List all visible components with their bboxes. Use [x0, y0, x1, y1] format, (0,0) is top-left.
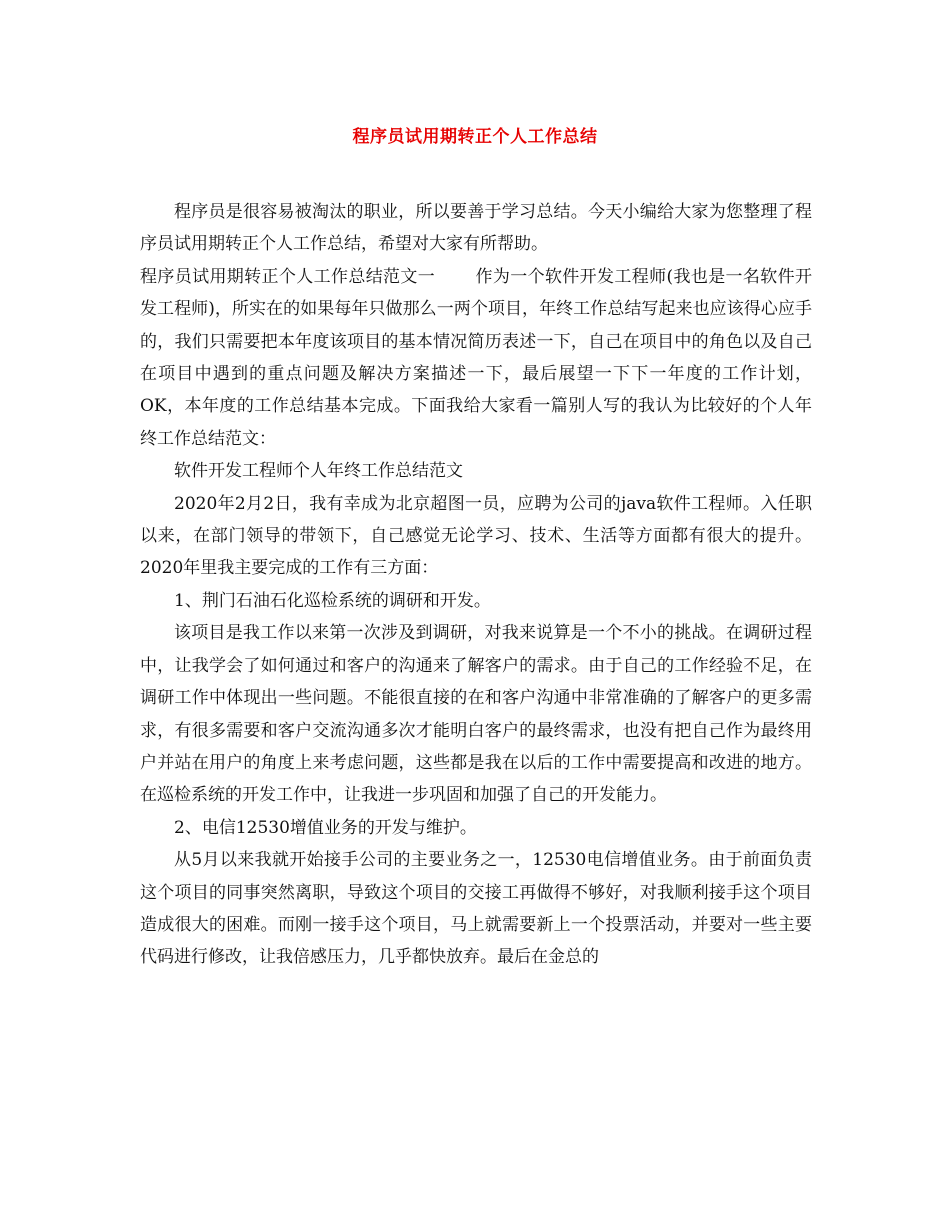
document-body [140, 196, 812, 974]
section-first-paragraph [140, 261, 812, 455]
body-paragraph: 2020年2月2日，我有幸成为北京超图一员，应聘为公司的java软件工程师。入任职以来，在部门领导的带领下，自己感觉无论学习、技术、生活等方面都有很大的提升。 2020年里我主要完成的工作有三方面： [140, 493, 812, 579]
document-title: 程序员试用期转正个人工作总结 [352, 127, 598, 147]
section-heading: 程序员试用期转正个人工作总结范文一 [140, 266, 436, 287]
body-paragraph: 从5月以来我就开始接手公司的主要业务之一，12530电信增值业务。由于前面负责这个项目的同事突然离职，导致这个项目的交接工再做得不够好，对我顺利接手这个项目造成很大的困难。而刚一接手这个项目，马上就需要新上一个投票活动，并要对一些主要代码进行修改，让我倍感压力，几乎都快放弃。最后在金总的 [140, 850, 812, 968]
list-item-paragraph: 1、荆门石油石化巡检系统的调研和开发。 [174, 590, 491, 611]
body-paragraph: 该项目是我工作以来第一次涉及到调研，对我来说算是一个不小的挑战。在调研过程中，让我学会了如何通过和客户的沟通来了解客户的需求。由于自己的工作经验不足，在调研工作中体现出一些问题。不能很直接的在和客户沟通中非常准确的了解客户的更多需求，有很多需要和客户交流沟通多次才能明白客户的最终需求，也没有把自己作为最终用户并站在用户的角度上来考虑问题，这些都是我在以后的工作中需要提高和改进的地方。在巡检系统的开发工作中，让我进一步巩固和加强了自己的开发能力。 [140, 623, 812, 806]
list-item-paragraph: 2、电信12530增值业务的开发与维护。 [174, 817, 477, 838]
section-paragraph-text: 作为一个软件开发工程师(我也是一名软件开发工程师)，所实在的如果每年只做那么一两个项目，年终工作总结写起来也应该得心应手的，我们只需要把本年度该项目的基本情况简历表述一下，自己在项目中的角色以及自己在项目中遇到的重点问题及解决方案描述一下，最后展望一下下一年度的工作计划，OK，本年度的工作总结基本完成。下面我给大家看一篇别人写的我认为比较好的个人年终工作总结范文： [140, 266, 812, 449]
intro-paragraph: 程序员是很容易被淘汰的职业，所以要善于学习总结。今天小编给大家为您整理了程序员试用期转正个人工作总结，希望对大家有所帮助。 [140, 202, 812, 255]
sample-title-paragraph: 软件开发工程师个人年终工作总结范文 [174, 461, 463, 482]
